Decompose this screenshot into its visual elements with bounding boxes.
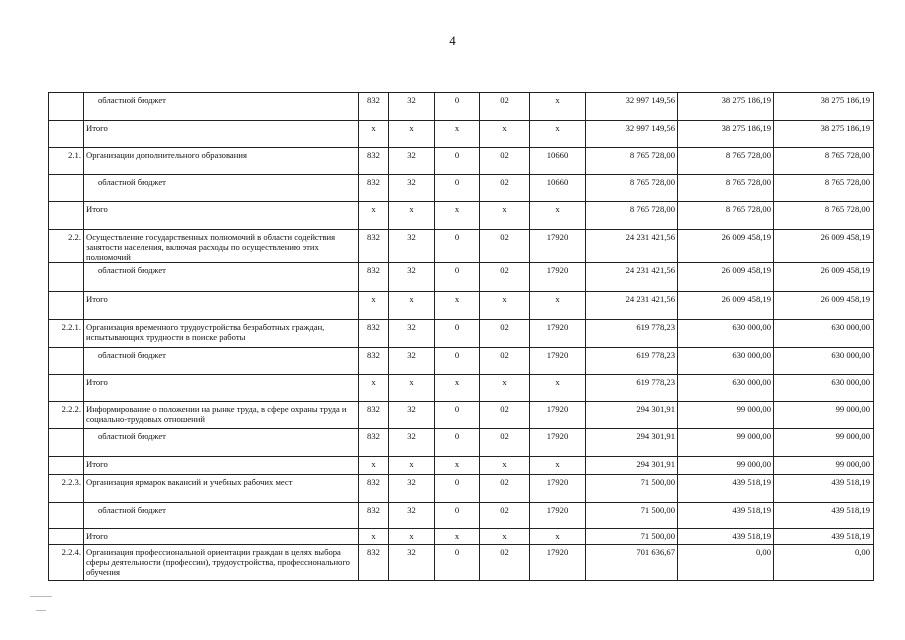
cell-direction-code: x — [530, 457, 586, 475]
cell-program-code: x — [389, 202, 435, 230]
cell-subprogram-code: 0 — [435, 348, 480, 375]
cell-number: 2.2.3. — [49, 475, 84, 503]
cell-amount-3: 38 275 186,19 — [774, 93, 874, 121]
cell-amount-2: 8 765 728,00 — [678, 202, 774, 230]
cell-subprogram-code: 0 — [435, 93, 480, 121]
cell-program-code: x — [389, 375, 435, 402]
cell-subprogram-code: x — [435, 457, 480, 475]
cell-measure-code: 02 — [480, 503, 530, 529]
cell-number — [49, 375, 84, 402]
cell-amount-2: 38 275 186,19 — [678, 93, 774, 121]
cell-direction-code: x — [530, 121, 586, 148]
cell-direction-code: 17920 — [530, 545, 586, 581]
cell-program-code: 32 — [389, 545, 435, 581]
cell-measure-code: 02 — [480, 545, 530, 581]
cell-direction-code: 10660 — [530, 148, 586, 175]
cell-number — [49, 429, 84, 457]
cell-name: областной бюджет — [84, 429, 359, 457]
cell-amount-3: 26 009 458,19 — [774, 292, 874, 320]
cell-ministry-code: 832 — [359, 148, 389, 175]
cell-name: областной бюджет — [84, 175, 359, 202]
cell-program-code: x — [389, 529, 435, 545]
cell-ministry-code: 832 — [359, 402, 389, 429]
cell-name: Организация временного трудоустройства безработных граждан, испытывающих трудности в поиске работы — [84, 320, 359, 348]
cell-amount-1: 24 231 421,56 — [586, 292, 678, 320]
cell-ministry-code: x — [359, 121, 389, 148]
cell-amount-2: 630 000,00 — [678, 375, 774, 402]
cell-name: Осуществление государственных полномочий в области содействия занятости населения, включая расходы по осуществлению этих полномочий — [84, 230, 359, 263]
cell-number — [49, 292, 84, 320]
table-row — [49, 457, 874, 475]
cell-number — [49, 202, 84, 230]
cell-measure-code: 02 — [480, 320, 530, 348]
cell-amount-3: 8 765 728,00 — [774, 175, 874, 202]
cell-name: Итого — [84, 375, 359, 402]
cell-direction-code: x — [530, 202, 586, 230]
cell-subprogram-code: 0 — [435, 148, 480, 175]
cell-number — [49, 529, 84, 545]
cell-amount-3: 439 518,19 — [774, 529, 874, 545]
cell-number — [49, 348, 84, 375]
cell-amount-1: 8 765 728,00 — [586, 202, 678, 230]
cell-measure-code: 02 — [480, 93, 530, 121]
cell-program-code: 32 — [389, 175, 435, 202]
cell-ministry-code: 832 — [359, 503, 389, 529]
cell-amount-1: 32 997 149,56 — [586, 93, 678, 121]
cell-measure-code: 02 — [480, 148, 530, 175]
cell-name: Итого — [84, 121, 359, 148]
cell-direction-code: 17920 — [530, 503, 586, 529]
table-row — [49, 230, 874, 263]
cell-name: Организация ярмарок вакансий и учебных рабочих мест — [84, 475, 359, 503]
cell-subprogram-code: 0 — [435, 320, 480, 348]
scan-artifact — [30, 596, 52, 597]
cell-subprogram-code: x — [435, 121, 480, 148]
cell-amount-1: 701 636,67 — [586, 545, 678, 581]
cell-number — [49, 93, 84, 121]
cell-program-code: 32 — [389, 230, 435, 263]
table-row — [49, 503, 874, 529]
cell-program-code: x — [389, 457, 435, 475]
cell-subprogram-code: 0 — [435, 429, 480, 457]
cell-subprogram-code: 0 — [435, 263, 480, 292]
cell-amount-2: 0,00 — [678, 545, 774, 581]
cell-number: 2.2. — [49, 230, 84, 263]
cell-amount-3: 99 000,00 — [774, 429, 874, 457]
cell-measure-code: x — [480, 529, 530, 545]
cell-program-code: x — [389, 121, 435, 148]
cell-amount-1: 71 500,00 — [586, 529, 678, 545]
table-row — [49, 348, 874, 375]
cell-measure-code: x — [480, 292, 530, 320]
table-row — [49, 545, 874, 581]
cell-ministry-code: 832 — [359, 263, 389, 292]
cell-amount-2: 8 765 728,00 — [678, 175, 774, 202]
cell-amount-1: 8 765 728,00 — [586, 175, 678, 202]
table-row — [49, 429, 874, 457]
cell-amount-3: 630 000,00 — [774, 348, 874, 375]
cell-program-code: 32 — [389, 402, 435, 429]
cell-amount-2: 99 000,00 — [678, 429, 774, 457]
table-row — [49, 148, 874, 175]
cell-amount-3: 630 000,00 — [774, 320, 874, 348]
cell-amount-2: 630 000,00 — [678, 320, 774, 348]
cell-amount-2: 630 000,00 — [678, 348, 774, 375]
cell-measure-code: 02 — [480, 429, 530, 457]
cell-name: Организация профессиональной ориентации граждан в целях выбора сферы деятельности (профессии), трудоустройства, профессионального обучения — [84, 545, 359, 581]
cell-direction-code: 17920 — [530, 429, 586, 457]
cell-direction-code: 17920 — [530, 402, 586, 429]
cell-amount-1: 8 765 728,00 — [586, 148, 678, 175]
cell-subprogram-code: 0 — [435, 503, 480, 529]
cell-ministry-code: 832 — [359, 93, 389, 121]
table-row — [49, 121, 874, 148]
cell-subprogram-code: x — [435, 375, 480, 402]
table-row — [49, 402, 874, 429]
cell-ministry-code: x — [359, 457, 389, 475]
cell-program-code: 32 — [389, 475, 435, 503]
table-row — [49, 529, 874, 545]
cell-direction-code: x — [530, 375, 586, 402]
cell-amount-3: 99 000,00 — [774, 457, 874, 475]
cell-amount-1: 619 778,23 — [586, 375, 678, 402]
cell-amount-1: 71 500,00 — [586, 475, 678, 503]
cell-name: Организации дополнительного образования — [84, 148, 359, 175]
cell-amount-1: 294 301,91 — [586, 402, 678, 429]
cell-amount-1: 294 301,91 — [586, 457, 678, 475]
cell-amount-3: 630 000,00 — [774, 375, 874, 402]
cell-name: областной бюджет — [84, 263, 359, 292]
cell-amount-1: 24 231 421,56 — [586, 263, 678, 292]
cell-direction-code: 17920 — [530, 475, 586, 503]
cell-ministry-code: 832 — [359, 320, 389, 348]
cell-direction-code: x — [530, 292, 586, 320]
table-row — [49, 320, 874, 348]
cell-number: 2.2.4. — [49, 545, 84, 581]
cell-program-code: 32 — [389, 348, 435, 375]
cell-measure-code: 02 — [480, 402, 530, 429]
cell-direction-code: 17920 — [530, 230, 586, 263]
cell-number: 2.2.1. — [49, 320, 84, 348]
cell-number — [49, 263, 84, 292]
cell-amount-1: 32 997 149,56 — [586, 121, 678, 148]
cell-amount-2: 26 009 458,19 — [678, 263, 774, 292]
cell-amount-2: 26 009 458,19 — [678, 292, 774, 320]
cell-ministry-code: x — [359, 529, 389, 545]
table-row — [49, 93, 874, 121]
table-row — [49, 202, 874, 230]
cell-amount-3: 439 518,19 — [774, 475, 874, 503]
cell-number — [49, 121, 84, 148]
budget-table — [48, 92, 874, 581]
cell-name: областной бюджет — [84, 503, 359, 529]
cell-subprogram-code: 0 — [435, 230, 480, 263]
cell-subprogram-code: 0 — [435, 402, 480, 429]
cell-subprogram-code: x — [435, 292, 480, 320]
cell-amount-2: 38 275 186,19 — [678, 121, 774, 148]
cell-amount-1: 619 778,23 — [586, 348, 678, 375]
cell-amount-3: 26 009 458,19 — [774, 230, 874, 263]
cell-measure-code: 02 — [480, 263, 530, 292]
cell-amount-3: 439 518,19 — [774, 503, 874, 529]
cell-ministry-code: x — [359, 292, 389, 320]
table-row — [49, 175, 874, 202]
cell-amount-1: 71 500,00 — [586, 503, 678, 529]
cell-ministry-code: x — [359, 202, 389, 230]
cell-measure-code: 02 — [480, 230, 530, 263]
cell-name: Итого — [84, 457, 359, 475]
table-row — [49, 292, 874, 320]
table-row — [49, 263, 874, 292]
cell-subprogram-code: x — [435, 202, 480, 230]
cell-amount-2: 99 000,00 — [678, 457, 774, 475]
cell-measure-code: x — [480, 457, 530, 475]
scan-artifact — [36, 610, 46, 611]
cell-subprogram-code: 0 — [435, 475, 480, 503]
cell-amount-2: 8 765 728,00 — [678, 148, 774, 175]
cell-ministry-code: x — [359, 375, 389, 402]
cell-amount-2: 99 000,00 — [678, 402, 774, 429]
cell-program-code: 32 — [389, 503, 435, 529]
cell-number — [49, 503, 84, 529]
cell-measure-code: 02 — [480, 175, 530, 202]
cell-name: областной бюджет — [84, 93, 359, 121]
cell-direction-code: 17920 — [530, 263, 586, 292]
cell-program-code: 32 — [389, 93, 435, 121]
cell-number: 2.2.2. — [49, 402, 84, 429]
cell-measure-code: 02 — [480, 348, 530, 375]
table-row — [49, 375, 874, 402]
cell-number — [49, 175, 84, 202]
cell-amount-1: 619 778,23 — [586, 320, 678, 348]
cell-name: областной бюджет — [84, 348, 359, 375]
cell-direction-code: x — [530, 529, 586, 545]
cell-program-code: x — [389, 292, 435, 320]
cell-program-code: 32 — [389, 320, 435, 348]
cell-direction-code: x — [530, 93, 586, 121]
cell-ministry-code: 832 — [359, 175, 389, 202]
cell-subprogram-code: 0 — [435, 545, 480, 581]
cell-amount-2: 439 518,19 — [678, 503, 774, 529]
page-number: 4 — [449, 33, 456, 48]
cell-amount-1: 24 231 421,56 — [586, 230, 678, 263]
cell-name: Итого — [84, 202, 359, 230]
cell-program-code: 32 — [389, 148, 435, 175]
cell-ministry-code: 832 — [359, 429, 389, 457]
cell-measure-code: x — [480, 121, 530, 148]
cell-measure-code: x — [480, 375, 530, 402]
cell-subprogram-code: x — [435, 529, 480, 545]
cell-amount-3: 8 765 728,00 — [774, 202, 874, 230]
cell-amount-2: 439 518,19 — [678, 529, 774, 545]
cell-ministry-code: 832 — [359, 348, 389, 375]
cell-amount-3: 0,00 — [774, 545, 874, 581]
cell-direction-code: 10660 — [530, 175, 586, 202]
cell-name: Информирование о положении на рынке труда, в сфере охраны труда и социально-трудовых отношений — [84, 402, 359, 429]
cell-amount-3: 99 000,00 — [774, 402, 874, 429]
cell-ministry-code: 832 — [359, 230, 389, 263]
cell-measure-code: 02 — [480, 475, 530, 503]
cell-amount-3: 38 275 186,19 — [774, 121, 874, 148]
cell-name: Итого — [84, 529, 359, 545]
cell-amount-3: 8 765 728,00 — [774, 148, 874, 175]
cell-amount-1: 294 301,91 — [586, 429, 678, 457]
cell-number — [49, 457, 84, 475]
budget-table-body — [49, 93, 874, 581]
cell-amount-2: 439 518,19 — [678, 475, 774, 503]
cell-direction-code: 17920 — [530, 320, 586, 348]
cell-ministry-code: 832 — [359, 545, 389, 581]
cell-amount-3: 26 009 458,19 — [774, 263, 874, 292]
cell-number: 2.1. — [49, 148, 84, 175]
cell-program-code: 32 — [389, 263, 435, 292]
cell-amount-2: 26 009 458,19 — [678, 230, 774, 263]
cell-ministry-code: 832 — [359, 475, 389, 503]
cell-program-code: 32 — [389, 429, 435, 457]
cell-subprogram-code: 0 — [435, 175, 480, 202]
cell-measure-code: x — [480, 202, 530, 230]
cell-name: Итого — [84, 292, 359, 320]
cell-direction-code: 17920 — [530, 348, 586, 375]
table-row — [49, 475, 874, 503]
